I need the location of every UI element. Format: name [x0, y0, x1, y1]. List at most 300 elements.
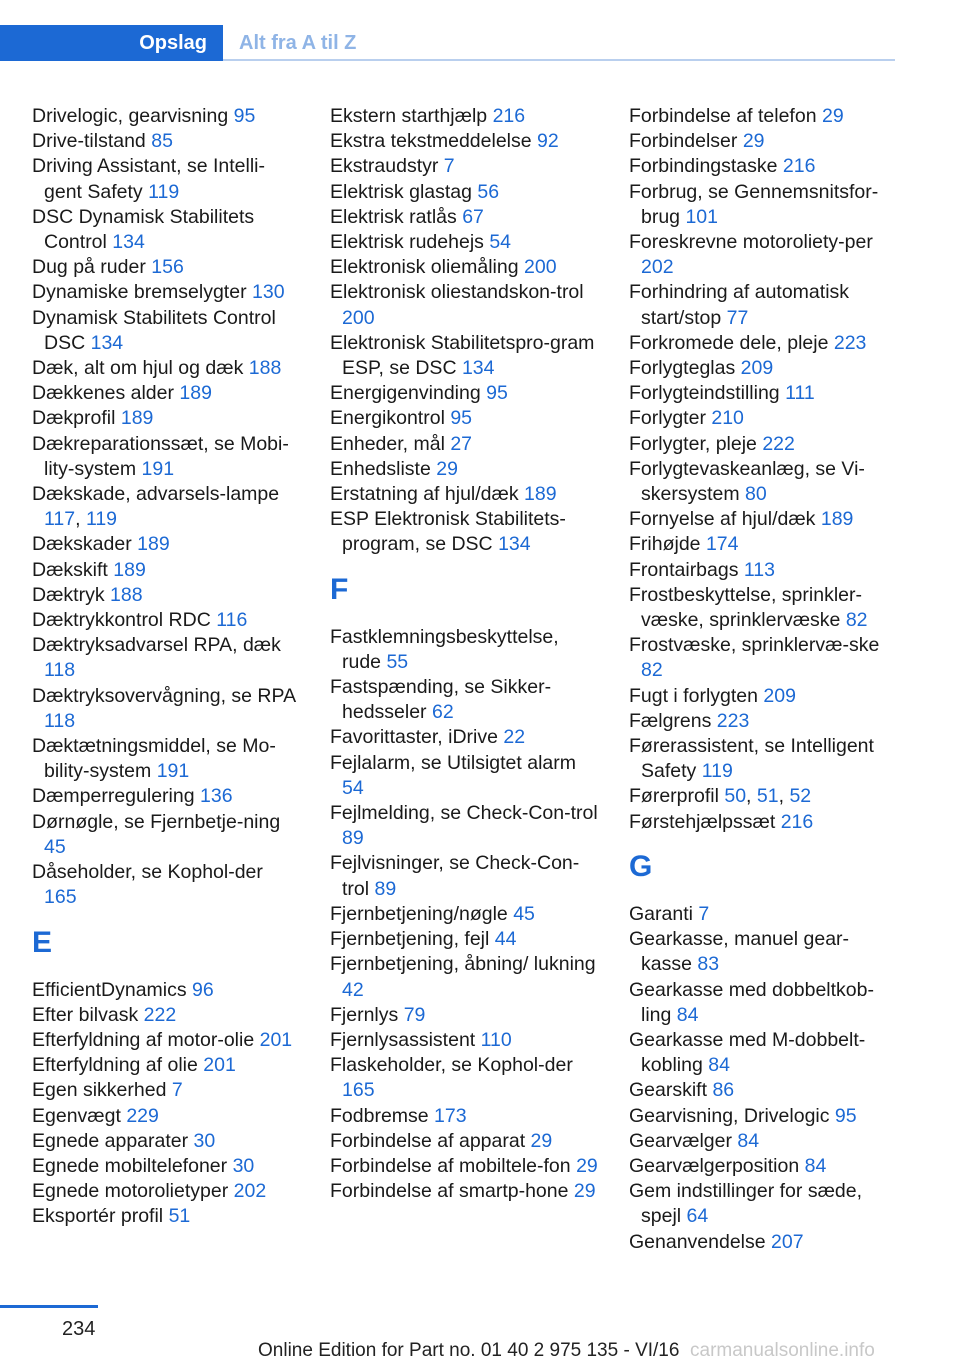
index-entry-text: Førstehjælpssæt [629, 810, 776, 833]
page-link[interactable]: 201 [203, 1054, 236, 1077]
watermark: carmanualsonline.info [690, 1340, 875, 1361]
page-link[interactable]: 202 [641, 256, 674, 279]
index-entry-text: Drivelogic, gearvisning [32, 105, 229, 127]
page-link[interactable]: 101 [685, 205, 718, 228]
index-entry [330, 280, 598, 330]
page-link[interactable]: 173 [434, 1104, 467, 1127]
index-entry-text: Frontairbags [629, 558, 739, 581]
index-entry-text: Gearvælgerposition [629, 1154, 800, 1177]
index-entry-text: Fejlvisninger, se Check-Con-trol [330, 852, 580, 900]
page-link[interactable]: 189 [113, 558, 146, 581]
index-entry [629, 406, 897, 431]
index-entry-text: Fejlmelding, se Check-Con-trol [330, 802, 598, 825]
index-entry [330, 331, 598, 381]
index-entry-text: Fælgrens [629, 709, 712, 732]
page-link[interactable]: 45 [44, 835, 66, 858]
index-entry [629, 432, 897, 457]
index-entry [330, 104, 598, 129]
index-section-letter: E [32, 925, 53, 959]
index-entry-text: Forbindelse af apparat [330, 1129, 526, 1152]
page-link[interactable]: 202 [233, 1180, 267, 1203]
index-entry [330, 927, 598, 952]
page-link[interactable]: 191 [156, 760, 190, 783]
page-link[interactable]: 119 [85, 508, 118, 531]
index-entry-text: Egnede motorolietyper [32, 1180, 229, 1203]
page-link[interactable]: 189 [179, 382, 212, 405]
index-entry-text: Dynamiske bremselygter [32, 281, 247, 304]
index-entry-text: Fjernbetjening/nøgle [330, 902, 508, 925]
index-entry [330, 180, 598, 205]
index-entry [629, 230, 897, 280]
index-entry-text: Gearskift [629, 1079, 708, 1102]
index-entry [629, 734, 897, 784]
index-entry-text: Forbindingstaske [629, 155, 778, 178]
index-entry-text: Gearkasse, manuel gear-kasse [629, 928, 850, 976]
index-entry-text: DSC Dynamisk Stabilitets Control [32, 205, 255, 254]
edition-text: Online Edition for Part no. 01 40 2 975 135 - VI/16 [258, 1340, 680, 1361]
index-entry [330, 381, 598, 406]
index-entry [629, 978, 897, 1028]
index-entry-text: Fjernlysassistent [330, 1028, 476, 1051]
page-link[interactable]: 54 [342, 776, 364, 799]
page-link[interactable]: 82 [845, 609, 868, 632]
index-entry-text: Efterfyldning af motor-olie [32, 1028, 255, 1051]
index-entry [629, 532, 897, 557]
index-entry [32, 684, 300, 734]
index-entry-text: Gearkasse med M-dobbelt-kobling [629, 1028, 866, 1077]
index-entry-text: Eksportér profil [32, 1205, 164, 1228]
index-entry-text: Egenvægt [32, 1104, 121, 1127]
page-link[interactable]: 189 [120, 407, 154, 430]
index-entry [32, 406, 300, 431]
page-link[interactable]: 116 [216, 609, 248, 632]
index-entry-text: Forbindelse af smartp-hone [330, 1180, 569, 1203]
index-entry [32, 205, 300, 255]
index-entry-text: Elektronisk oliemåling [330, 256, 519, 279]
page-link[interactable]: 96 [192, 978, 214, 1001]
index-entry [629, 709, 897, 734]
index-entry-text: Gearvisning, Drivelogic [629, 1104, 830, 1127]
index-entry-text: Ekstra tekstmeddelelse [330, 130, 532, 153]
index-entry-text: Fodbremse [330, 1104, 429, 1127]
index-entry [330, 1179, 598, 1204]
index-section-letter: G [629, 849, 653, 883]
index-entry-text: Elektrisk rudehejs [330, 231, 484, 254]
index-entry [629, 1104, 897, 1129]
page-link[interactable]: 216 [780, 810, 814, 833]
index-entry-text: Frostbeskyttelse, sprinkler-væske, sprinklervæske [629, 583, 862, 632]
index-entry-text: Forlygter, pleje [629, 432, 757, 455]
index-entry-text: Forbindelser [629, 130, 738, 153]
index-entry-text: Forlygteglas [629, 357, 736, 380]
page-link[interactable]: 130 [252, 281, 285, 304]
index-entry [629, 902, 897, 927]
index-entry-text: Elektronisk oliestandskon-trol [330, 281, 584, 304]
index-entry [32, 1104, 300, 1129]
index-entry [629, 1179, 897, 1229]
index-entry-text: Forbindelse af mobiltele-fon [330, 1154, 571, 1177]
page-link[interactable]: 216 [492, 105, 526, 127]
page-link[interactable]: 119 [148, 180, 180, 203]
index-entry-text: Fastklemningsbeskyttelse, rude [330, 625, 559, 673]
index-entry-text: Dørnøgle, se Fjernbetje-ning [32, 810, 281, 833]
page-link[interactable]: 229 [126, 1104, 159, 1127]
page-link[interactable]: 83 [697, 953, 720, 976]
index-entry-text: Enheder, mål [330, 432, 445, 455]
index-entry-text: Dæktrykkontrol RDC [32, 609, 211, 632]
index-entry-text: Flaskeholder, se Kophol-der [330, 1054, 573, 1077]
page-link[interactable]: 62 [431, 701, 454, 724]
page-link[interactable]: 84 [804, 1154, 827, 1177]
index-entry-text: Forbrug, se Gennemsnitsfor-brug [629, 180, 879, 228]
index-entry [330, 902, 598, 927]
page-link[interactable]: 44 [494, 928, 517, 951]
index-entry [32, 810, 300, 860]
index-column-3 [629, 104, 897, 1255]
index-entry [330, 751, 598, 801]
index-entry-text: Foreskrevne motoroliety-per [629, 231, 873, 254]
index-entry [32, 734, 300, 784]
page-link[interactable]: 29 [821, 105, 844, 127]
index-entry-text: Dækkenes alder [32, 382, 174, 405]
index-entry [330, 432, 598, 457]
page-link[interactable]: 136 [200, 785, 233, 808]
page-link[interactable]: 200 [342, 306, 375, 329]
page-link[interactable]: 22 [503, 726, 526, 749]
index-entry [629, 381, 897, 406]
page-link[interactable]: 134 [498, 533, 531, 556]
page-link[interactable]: 188 [110, 583, 143, 606]
index-entry [330, 507, 598, 557]
index-entry [32, 1179, 300, 1204]
tab-alt-fra-a-til-z[interactable]: Alt fra A til Z [239, 31, 357, 54]
page-link[interactable]: 222 [762, 432, 795, 455]
index-entry-text: Elektrisk glastag [330, 180, 472, 203]
index-entry-text: Frihøjde [629, 533, 701, 556]
index-entry: Dækskade, advarsels-lampe 117, 119 [32, 483, 280, 531]
index-entry-text: Dækprofil [32, 407, 116, 430]
index-entry [629, 356, 897, 381]
index-entry [330, 1129, 598, 1154]
page-link[interactable]: 165 [342, 1079, 375, 1102]
page-link[interactable]: 201 [259, 1028, 293, 1051]
index-entry-text: Dæktryksadvarsel RPA, dæk [32, 634, 281, 657]
page-link[interactable]: 118 [44, 709, 76, 732]
index-entry [32, 583, 300, 608]
page-link[interactable]: 86 [712, 1079, 735, 1102]
index-entry-text: Fjernbetjening, åbning/ lukning [330, 953, 596, 976]
page-link[interactable]: 51 [168, 1205, 191, 1228]
index-entry-text: Garanti [629, 902, 693, 925]
index-entry-text: Dug på ruder [32, 256, 146, 279]
index-entry-text: Fejlalarm, se Utilsigtet alarm [330, 751, 576, 774]
index-entry [330, 1104, 598, 1129]
page-link[interactable]: 29 [573, 1180, 596, 1203]
index-entry-text: Dæmperregulering [32, 785, 195, 808]
index-entry [330, 129, 598, 154]
page-link[interactable]: 30 [193, 1129, 216, 1152]
index-entry-text: Dækreparationssæt, se Mobi-lity-system [32, 432, 289, 480]
index-entry-text: Drive-tilstand [32, 130, 146, 153]
page-link[interactable]: 222 [143, 1003, 177, 1026]
index-entry [32, 381, 300, 406]
page-link[interactable]: 191 [141, 457, 175, 480]
index-entry-text: Forkromede dele, pleje [629, 331, 829, 354]
page-link[interactable]: 67 [462, 205, 484, 228]
tab-opslag[interactable]: Opslag [0, 25, 223, 61]
index-entry-text: Fjernlys [330, 1003, 399, 1026]
page-link[interactable]: 209 [763, 684, 796, 707]
page-link[interactable]: 80 [745, 483, 767, 506]
page-link[interactable]: 84 [676, 1003, 699, 1026]
index-entry [330, 457, 598, 482]
page-link[interactable]: 42 [342, 978, 364, 1001]
index-entry [330, 1154, 598, 1179]
page-link[interactable]: 7 [443, 155, 455, 178]
index-entry-text: Dæktætningsmiddel, se Mo-bility-system [32, 735, 276, 783]
index-entry [629, 583, 897, 633]
index-entry [32, 104, 300, 129]
index-entry-text: Dynamisk Stabilitets Control DSC [32, 306, 276, 354]
index-entry [330, 675, 598, 725]
index-entry [330, 1053, 598, 1103]
index-entry-text: Egnede apparater [32, 1129, 189, 1152]
index-entry-text: Favorittaster, iDrive [330, 726, 498, 749]
page-link[interactable]: 89 [374, 877, 397, 900]
page-link[interactable]: 51 [756, 785, 779, 808]
index-entry [629, 280, 897, 330]
index-entry [330, 1028, 598, 1053]
index-entry-text: Enhedsliste [330, 457, 431, 480]
page-link[interactable]: 56 [477, 180, 500, 203]
page-link[interactable]: 50 [724, 785, 747, 808]
index-entry [629, 1078, 897, 1103]
page-number: 234 [62, 1318, 96, 1340]
page-link[interactable]: 77 [726, 306, 749, 329]
index-entry [32, 1053, 300, 1078]
index-entry-text: Efter bilvask [32, 1003, 139, 1026]
index-entry [629, 457, 897, 507]
index-column-2 [330, 104, 598, 1204]
page-link[interactable]: 216 [782, 155, 816, 178]
page-link[interactable]: 29 [436, 457, 458, 480]
index-entry [330, 725, 598, 750]
index-entry [629, 1028, 897, 1078]
index-entry [629, 129, 897, 154]
index-entry-text: Fjernbetjening, fejl [330, 928, 490, 951]
index-entry-text: Forhindring af automatisk start/stop [629, 281, 850, 329]
index-entry-text: Genanvendelse [629, 1230, 766, 1253]
index-entry [32, 558, 300, 583]
page-link[interactable]: 207 [771, 1230, 804, 1253]
page-link[interactable]: 29 [576, 1154, 598, 1177]
index-entry [629, 1230, 897, 1255]
index-entry [330, 482, 598, 507]
index-entry [330, 255, 598, 280]
page-link[interactable]: 95 [486, 382, 508, 405]
page-link[interactable]: 209 [740, 357, 774, 380]
page-link[interactable]: 223 [716, 709, 750, 732]
index-entry [629, 810, 897, 835]
index-entry [629, 684, 897, 709]
page-link[interactable]: 134 [90, 331, 124, 354]
index-entry [629, 558, 897, 583]
page-link[interactable]: 27 [450, 432, 473, 455]
index-entry-text: Egnede mobiltelefoner [32, 1154, 228, 1177]
index-entry-text: Elektrisk ratlås [330, 205, 457, 228]
index-entry [32, 1078, 300, 1103]
index-entry-text: Forlygter [629, 407, 706, 430]
index-entry [629, 1154, 897, 1179]
page-link[interactable]: 174 [705, 533, 739, 556]
index-entry [32, 532, 300, 557]
index-entry-text: Ekstraudstyr [330, 155, 439, 178]
index-entry-text: Dåseholder, se Kophol-der [32, 861, 263, 884]
index-entry [32, 255, 300, 280]
page-link[interactable]: 29 [530, 1129, 553, 1152]
index-entry-text: Førerassistent, se Intelligent Safety [629, 735, 874, 783]
index-entry-text: Dækskift [32, 558, 108, 581]
page-link[interactable]: 55 [386, 650, 409, 673]
index-entry [330, 625, 598, 675]
page-link[interactable]: 189 [524, 483, 557, 506]
page-link[interactable]: 79 [403, 1003, 426, 1026]
index-entry [629, 331, 897, 356]
page-link[interactable]: 92 [537, 130, 559, 153]
index-entry-text: Fastspænding, se Sikker-hedsseler [330, 676, 552, 724]
index-entry-text: Forbindelse af telefon [629, 105, 817, 127]
index-entry-text: Dækskade, advarsels-lampe [32, 483, 280, 506]
page-link[interactable]: 134 [112, 231, 145, 254]
page-link[interactable]: 95 [233, 105, 256, 127]
index-entry [32, 280, 300, 305]
index-entry [330, 154, 598, 179]
index-entry-text: ESP Elektronisk Stabilitets-program, se DSC [330, 508, 566, 556]
index-entry [32, 129, 300, 154]
index-entry [629, 154, 897, 179]
page-link[interactable]: 84 [737, 1129, 760, 1152]
index-section-letter: F [330, 572, 349, 606]
index-entry: Førerprofil 50, 51, 52 [629, 785, 812, 808]
index-entry-text: EfficientDynamics [32, 978, 187, 1001]
tab-underline [223, 59, 895, 61]
page-link[interactable]: 64 [686, 1205, 709, 1228]
page-link[interactable]: 189 [137, 533, 170, 556]
index-entry [32, 784, 300, 809]
page-link[interactable]: 45 [513, 902, 535, 925]
page-link[interactable]: 117 [44, 508, 76, 531]
index-entry [629, 927, 897, 977]
index-entry-text: Ekstern starthjælp [330, 105, 488, 127]
top-tab-bar [0, 25, 895, 61]
page-link[interactable]: 7 [698, 902, 710, 925]
index-entry [629, 1129, 897, 1154]
index-entry-text: Driving Assistant, se Intelli-gent Safety [32, 155, 266, 203]
index-entry-text: Egen sikkerhed [32, 1079, 167, 1102]
index-entry-text: Gearkasse med dobbeltkob-ling [629, 978, 874, 1026]
page-link[interactable]: 29 [742, 130, 765, 153]
index-entry-text: Dæk, alt om hjul og dæk [32, 357, 244, 380]
index-entry [32, 154, 300, 204]
index-entry [629, 507, 897, 532]
page-link[interactable]: 7 [171, 1079, 183, 1102]
index-entry-text: Elektronisk Stabilitetspro-gram ESP, se DSC [330, 331, 595, 380]
page-link[interactable]: 189 [820, 508, 854, 531]
page-link[interactable]: 85 [151, 130, 173, 153]
index-entry [330, 801, 598, 851]
index-entry-text: Dækskader [32, 533, 132, 556]
index-entry [32, 1003, 300, 1028]
page-link[interactable]: 118 [44, 659, 76, 682]
page-link[interactable]: 188 [248, 357, 282, 380]
index-entry [32, 1154, 300, 1179]
page-link[interactable]: 95 [834, 1104, 857, 1127]
index-entry [629, 104, 897, 129]
index-entry [32, 1129, 300, 1154]
index-entry-text: Fornyelse af hjul/dæk [629, 508, 816, 531]
page-link[interactable]: 84 [708, 1054, 730, 1077]
page-link[interactable]: 111 [785, 382, 815, 405]
index-entry [330, 230, 598, 255]
page-link[interactable]: 156 [151, 256, 184, 279]
page-link[interactable]: 210 [711, 407, 744, 430]
index-entry [32, 306, 300, 356]
index-entry-text: Gearvælger [629, 1129, 732, 1152]
page-link[interactable]: 95 [450, 407, 473, 430]
index-entry [32, 978, 300, 1003]
index-entry-text: Erstatning af hjul/dæk [330, 483, 519, 506]
index-entry-text: Fugt i forlygten [629, 684, 758, 707]
index-entry [330, 1003, 598, 1028]
index-entry-text: Dæktryk [32, 583, 105, 606]
page-link[interactable]: 113 [743, 558, 775, 581]
index-entry [32, 860, 300, 910]
footer-accent-line [0, 1305, 98, 1308]
index-entry-text: Forlygteindstilling [629, 382, 780, 405]
page-link[interactable]: 165 [44, 886, 77, 909]
index-entry [32, 356, 300, 381]
index-entry [629, 180, 897, 230]
page-link[interactable]: 52 [789, 785, 812, 808]
index-entry [32, 1028, 300, 1053]
index-column-1 [32, 104, 300, 1230]
index-entry-text: Dæktryksovervågning, se RPA [32, 684, 295, 707]
page-link[interactable]: 223 [833, 331, 867, 354]
page-link[interactable]: 30 [232, 1154, 255, 1177]
index-entry-text: Gem indstillinger for sæde, spejl [629, 1180, 863, 1228]
page-link[interactable]: 82 [641, 659, 663, 682]
page-link[interactable]: 134 [461, 357, 495, 380]
index-entry [330, 406, 598, 431]
index-entry-text: Frostvæske, sprinklervæ-ske [629, 634, 880, 657]
index-entry-text: Efterfyldning af olie [32, 1054, 198, 1077]
index-entry [32, 1204, 300, 1229]
page-link[interactable]: 89 [342, 827, 364, 850]
page-link[interactable]: 54 [489, 231, 512, 254]
page-link[interactable]: 119 [701, 760, 733, 783]
index-entry-text: Energigenvinding [330, 382, 481, 405]
page-link[interactable]: 110 [480, 1028, 512, 1051]
index-entry-text: Førerprofil [629, 785, 719, 808]
page-link[interactable]: 200 [524, 256, 557, 279]
index-entry [32, 608, 300, 633]
index-entry [629, 633, 897, 683]
index-entry-text: Forlygtevaskeanlæg, se Vi-skersystem [629, 457, 865, 506]
index-entry [330, 851, 598, 901]
index-entry [32, 633, 300, 683]
index-entry [330, 952, 598, 1002]
index-entry [330, 205, 598, 230]
